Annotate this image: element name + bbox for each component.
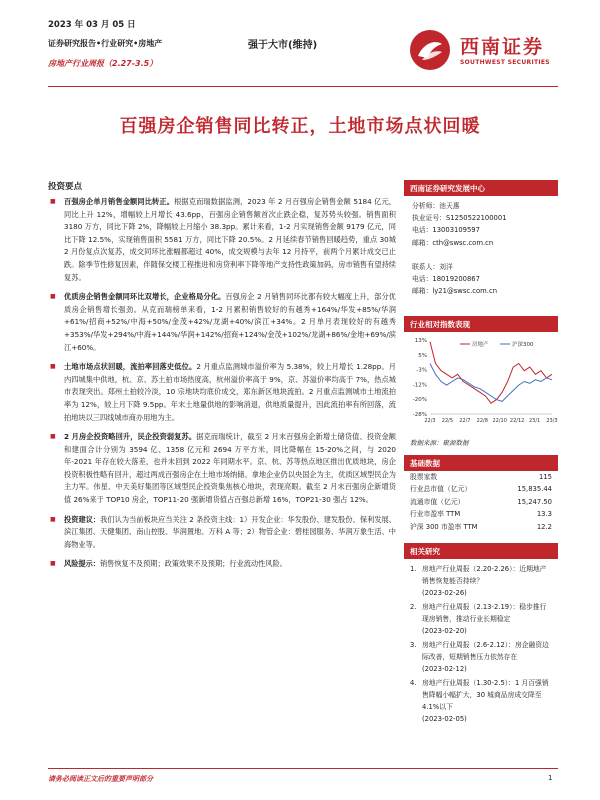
analyst-box-title: 西南证券研究发展中心 [404,180,558,196]
logo-emblem-icon [408,28,452,72]
basic-data-key: 股票家数 [410,472,438,481]
chart-series-line-csi300 [430,363,552,401]
related-research-list [404,559,558,731]
chart-y-tick-label: 13% [414,337,427,344]
highlight-heading: 2 月房企投资略回升，民企投资弱复苏。 [64,432,197,442]
relative-index-section [404,316,558,449]
relative-index-chart [404,332,558,432]
report-header [48,18,568,90]
highlight-heading: 投资建议： [64,514,101,524]
chart-y-tick-label: 5% [418,352,427,359]
analyst-line: 联系人：刘洋 [412,263,453,272]
report-type: 证券研究报告•行业研究•房地产 [48,39,163,48]
basic-data-value: 13.3 [536,510,552,519]
basic-data-key: 行业市盈率 TTM [410,510,461,519]
related-research-item[interactable] [410,677,552,725]
analyst-line: 执业证号：S1250522100001 [412,214,507,223]
industry-rating: 强于大市(维持) [248,40,318,51]
related-item-number: 4. [410,679,417,688]
basic-data-value: 15,247.50 [517,497,552,506]
basic-data-key: 行业总市值（亿元） [410,485,472,494]
chart-series-line-real-estate [430,341,552,402]
logo-name-en: SOUTHWEST SECURITIES [460,59,550,66]
chart-legend-label: 沪深300 [512,341,534,348]
chart-y-tick-label: -28% [412,411,427,418]
basic-data-title: 基础数据 [404,455,558,471]
related-research-item[interactable] [410,639,552,675]
related-item-date: (2023-02-26) [422,589,467,598]
analyst-line: 分析师：池天惠 [412,202,460,210]
highlight-item [48,361,396,424]
page-title: 百强房企销售同比转正，土地市场点状回暖 [119,116,481,137]
highlight-heading: 百强房企单月销售金额同比转正。 [64,197,175,206]
page-number: 1 [548,774,553,782]
highlight-item [48,291,396,354]
highlight-item [48,431,396,507]
chart-x-tick-label: 23/3 [546,417,558,424]
investment-highlights [48,180,396,578]
related-research-item[interactable] [410,601,552,637]
basic-data-table [404,471,558,534]
related-item-number: 1. [410,565,417,574]
highlight-text: 2 月重点监测城市溢价率为 5.38%，较上月增长 1.28pp。月内四城集中供地，杭、京、苏土拍市场热度高，杭州溢价率高于 9%，京、苏溢价率均高于 7%，热点城市表现突出。郑州土拍较冷淡，10 宗地块均底价成交，郑东新区地块流拍。2 月重点监测城市土地流拍率为 12%，较上月下降 9.5pp。年末土地量供地的影响消退，供地质量提升，因此流拍率有所回落，流拍地块以三四线城市商办用地为主。 [64,362,396,422]
chart-x-tick-label: 22/8 [476,417,488,424]
basic-data-section [404,455,558,534]
header-divider [48,86,558,87]
highlights-list [48,196,396,571]
chart-y-tick-label: -12% [412,382,427,389]
analyst-line: 邮箱：ly21@swsc.com.cn [412,287,498,296]
related-item-title: 房地产行业周报（2.13-2.19）：稳步推行现房销售，推动行业长期稳定 [422,603,547,624]
analyst-info [404,196,558,304]
highlight-text: 百强房企 2 月销售同环比都有较大幅度上升，部分优质房企销售增长强劲。从克而瑞榜单来看，1-2 月累积销售较好的有越秀+164%/华发+85%/华润+61%/招商+52%/中海+50%/金茂+42%/龙湖+40%/滨江+34%。2 月单月表现较好的有越秀+353%/华发+294%/中海+144%/华润+142%/招商+124%/金茂+102%/龙湖+86%/金地+69%/滨江+60%。 [64,292,396,352]
basic-data-row [404,521,558,534]
highlight-heading: 风险提示： [64,559,100,569]
chart-legend-label: 房地产 [472,341,489,348]
related-item-title: 房地产行业周报（2.20-2.26）：近期地产销售恢复能否持续？ [422,565,547,586]
report-date: 2023 年 03 月 05 日 [48,20,136,30]
basic-data-key: 沪深 300 市盈率 TTM [410,522,478,531]
footer-divider [48,768,558,769]
related-item-title: 房地产行业周报（1.30-2.5）：1 月百强销售降幅小幅扩大，30 城商品房成交降至 4.1%以下 [422,679,549,712]
highlight-text: 销售恢复不及预期；政策效果不及预期；行业流动性风险。 [99,559,287,569]
basic-data-row [404,483,558,496]
related-item-number: 3. [410,641,417,650]
highlight-text: 根据克而瑞数据监测，2023 年 2 月百强房企销售金额 5184 亿元，同比上升 12%，增幅较上月增长 43.6pp，百强房企销售额首次止跌企稳，复苏势头较强。销售面积 3180 万方，同比下降 2%，降幅较上月缩小 38.3pp。累计来看，1-2 月实现销售金额 9179 亿元，同比下降 12.5%，实现销售面积 5581 万方，同比下降 20.5%。2 月延续春节销售回暖趋势，重点 30城 2 月份复点次复苏，成交同环比涨幅都超过 40%，成交规模与去年 12 月持平，前两个月累计成交已止跌。除季节性修复因素，伴随保交楼工程推进和房贷利率下降等地产支持性政策加码，房市销售有望持续复苏。 [64,197,396,282]
highlight-text: 我们认为当前板块应当关注 2 条投资主线：1）开发企业：华发股份、建发股份、保利发展、滨江集团、天健集团、南山控股、华润置地、万科 A 等；2）物管企业：碧桂园服务、华润万象生活、中海物业等。 [64,514,396,549]
basic-data-key: 流通市值（亿元） [410,497,465,506]
basic-data-value: 12.2 [536,522,552,531]
chart-x-tick-label: 22/7 [459,417,471,424]
sidebar [404,180,558,731]
chart-y-tick-label: -3% [416,367,427,374]
related-item-date: (2023-02-12) [422,665,467,674]
highlight-text: 据克而瑞统计，截至 2 月末百强房企新增土储货值、投资金额和建面合计分别为 3594 亿、1358 亿元和 2694 万平方米，同比降幅在 15-20%之间，与 2020 年-2021 年存在较大落差，也并未回到 2022 年同期水平。京、杭、苏等热点地区推出优质地块，房企投资积极性略有回升，超过两成百强房企在土地市场纳储。拿地企业仍以央国企为主，优质区域型民企为主力军。伟星、中天美好集团等区域型民企投资集焦核心地块，表现亮眼。截至 2 月末百强房企新增货值 26%来于 TOP10 房企，TOP11-20 强新增货值占百强总新增 16%，TOP21-30 强占 12%。 [64,432,396,505]
report-subtitle: 房地产行业周报（2.27-3.5） [48,59,158,68]
related-research-title: 相关研究 [404,543,558,559]
chart-x-tick-label: 23/1 [528,417,541,424]
highlight-item [48,196,396,284]
basic-data-value: 115 [539,472,552,481]
related-item-number: 2. [410,603,417,612]
highlight-heading: 土地市场点状回暖，流拍率回落史低位。 [64,362,197,372]
basic-data-value: 15,835.44 [517,485,552,494]
footer-disclaimer: 请务必阅读正文后的重要声明部分 [48,775,153,783]
chart-source: 数据来源：聚源数据 [410,438,469,447]
analyst-line: 电话：13003109597 [412,226,480,235]
highlights-title: 投资要点 [48,182,83,192]
related-item-date: (2023-02-05) [422,715,467,724]
basic-data-row [404,496,558,509]
logo-name-cn: 西南证券 [460,36,545,58]
analyst-line: 邮箱：cth@swsc.com.cn [412,238,494,247]
basic-data-row [404,471,558,484]
related-research-item[interactable] [410,563,552,599]
chart-x-tick-label: 22/12 [509,417,525,424]
analyst-line [412,249,552,261]
related-research-section [404,543,558,731]
chart-x-tick-label: 22/5 [441,417,454,424]
related-item-title: 房地产行业周报（2.6-2.12）：房企融资边际改善，短期销售压力依然存在 [422,641,549,662]
highlight-item [48,514,396,552]
highlight-heading: 优质房企销售金额同环比双增长，企业格局分化。 [64,292,226,302]
basic-data-row [404,508,558,521]
chart-box-title: 行业相对指数表现 [404,316,558,332]
chart-x-tick-label: 22/10 [492,417,507,424]
chart-y-tick-label: -20% [412,396,427,403]
analyst-line: 电话：18019200867 [412,275,480,284]
related-item-date: (2023-02-20) [422,627,467,636]
chart-x-tick-label: 22/3 [424,417,436,424]
highlight-item [48,558,396,571]
company-logo [408,28,568,72]
